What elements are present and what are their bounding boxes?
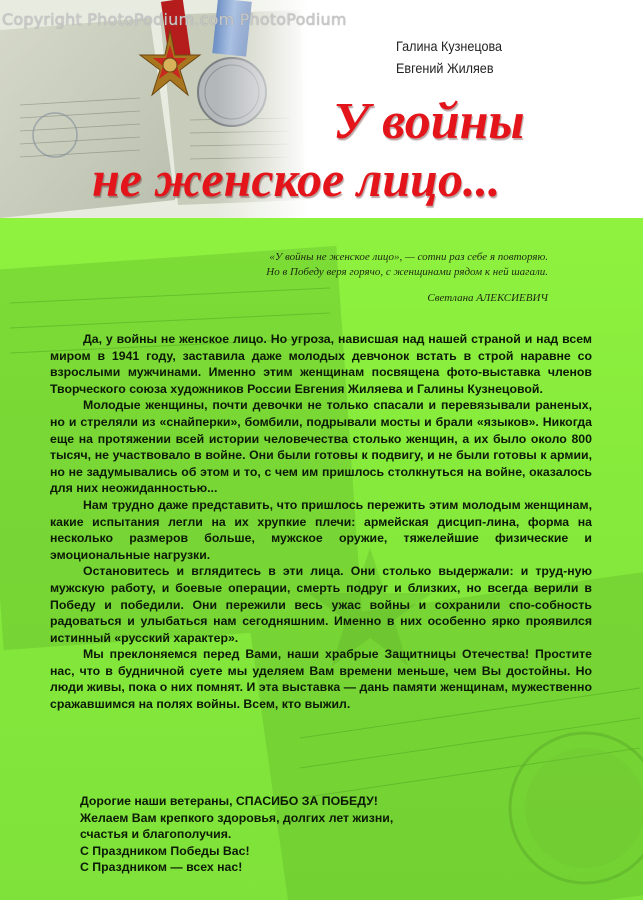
body-paragraph: Остановитесь и вглядитесь в эти лица. Они столько выдержали: и труд-ную мужскую работу, и боевые операции, смерть подруг и близких, но всегда верили в Победу и победили. Они пережили весь ужас войны и сохранили спо-собность радоваться и улыбаться нам сегодняшним. Именно в них особенно ярко проявился истинный «русский характер». xyxy=(50,564,592,645)
closing-line: Желаем Вам крепкого здоровья, долгих лет жизни, xyxy=(80,810,394,825)
epigraph xyxy=(266,250,548,280)
author-name: Галина Кузнецова xyxy=(396,38,503,54)
closing-line: С Праздником Победы Вас! xyxy=(80,843,250,858)
closing-line: счастья и благополучия. xyxy=(80,827,232,842)
watermark-text: Copyright PhotoPodium.com PhotoPodium xyxy=(2,10,347,29)
author-name: Евгений Жиляев xyxy=(396,60,494,76)
title-line-2: не женское лицо... xyxy=(92,151,501,207)
body-paragraph: Да, у войны не женское лицо. Но угроза, нависшая над нашей страной и над всем миром в 1941 году, заставила даже молодых девчонок встать в строй наравне со взрослыми мужчинами. Именно этим женщинам посвящена фото-выставка членов Творческого союза художников России Евгения Жиляева и Галины Кузнецовой. xyxy=(50,332,592,396)
body-paragraph: Молодые женщины, почти девочки не только спасали и перевязывали раненых, но и стреляли из «снайперки», бомбили, подрывали мосты и брали «языков». Никогда еще на протяжении всей истории человечества столько женщин, а их было около 800 тысяч, не участвовало в войне. Они были готовы к подвигу, и не были готовы к армии, но не задумывались об этом и то, с чем им пришлось столкнуться на войне, оказалось для них неожиданностью... xyxy=(50,398,592,496)
closing-line: Дорогие наши ветераны, СПАСИБО ЗА ПОБЕДУ! xyxy=(80,794,378,808)
body-paragraph: Нам трудно даже представить, что пришлось пережить этим молодым женщинам, какие испытания легли на их хрупкие плечи: армейская дисцип-лина, форма на несколько размеров больше, мужское оружие, тяжелейшие физические и эмоциональные нагрузки. xyxy=(50,497,592,562)
epigraph-line: Но в Победу веря горячо, с женщинами рядом к ней шагали. xyxy=(266,266,548,278)
header-section xyxy=(0,0,643,218)
closing-greeting xyxy=(80,793,393,876)
body-text xyxy=(50,331,592,713)
epigraph-line: «У войны не женское лицо», — сотни раз себе я повторяю. xyxy=(269,251,548,263)
title-line-1: У войны xyxy=(333,93,525,150)
body-paragraph: Мы преклоняемся перед Вами, наши храбрые Защитницы Отечества! Простите нас, что в будничной суете мы уделяем Вам времени меньше, чем Вы достойны. Но люди живы, пока о них помнят. И эта выставка — дань памяти женщинам, мужественно сражавшимся на полях войны. Всем, кто выжил. xyxy=(50,647,592,712)
green-text-panel xyxy=(0,218,643,900)
closing-line: С Праздником — всех нас! xyxy=(80,860,243,875)
epigraph-signature: Светлана АЛЕКСИЕВИЧ xyxy=(427,292,548,304)
